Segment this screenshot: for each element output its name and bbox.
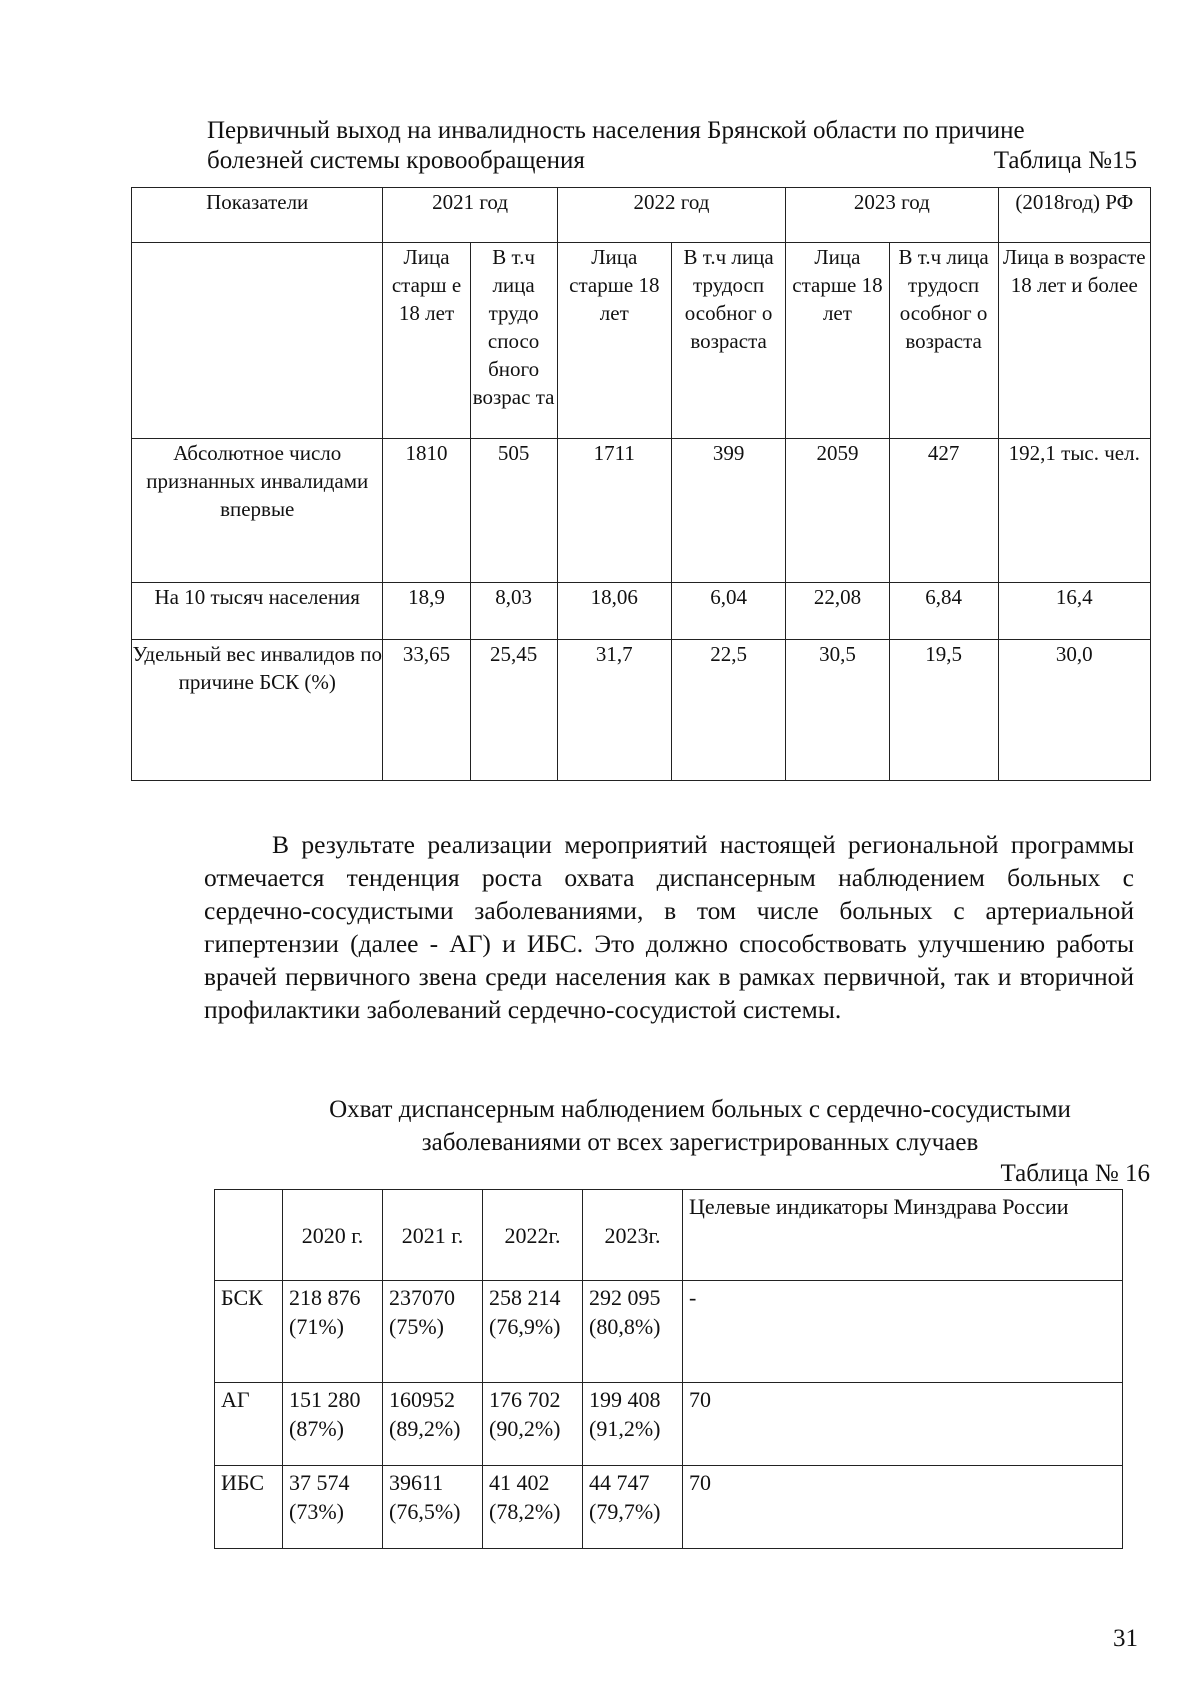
header-indicators: Показатели — [132, 188, 383, 243]
page-number: 31 — [1113, 1625, 1138, 1652]
header-2023: 2023г. — [583, 1190, 683, 1281]
cell: 22,08 — [786, 583, 889, 640]
cell: 1810 — [383, 439, 470, 583]
header-target: Целевые индикаторы Минздрава России — [683, 1190, 1123, 1281]
cell: 44 747 (79,7%) — [583, 1466, 683, 1549]
table-row — [132, 640, 1151, 781]
subheader-2023-working: В т.ч лица трудосп особног о возраста — [889, 243, 998, 439]
subheader-2021-adults: Лица старш е 18 лет — [383, 243, 470, 439]
header-rf: (2018год) РФ — [998, 188, 1150, 243]
cell: 505 — [470, 439, 557, 583]
cell: 18,9 — [383, 583, 470, 640]
cell: 160952 (89,2%) — [383, 1383, 483, 1466]
cell: 31,7 — [557, 640, 671, 781]
cell: 176 702 (90,2%) — [483, 1383, 583, 1466]
cell: 1711 — [557, 439, 671, 583]
cell: 41 402 (78,2%) — [483, 1466, 583, 1549]
row-label: Абсолютное число признанных инвалидами впервые — [132, 439, 383, 583]
cell: 30,5 — [786, 640, 889, 781]
table-row — [215, 1281, 1123, 1383]
cell: 39611 (76,5%) — [383, 1466, 483, 1549]
header-2021: 2021 г. — [383, 1190, 483, 1281]
cell: 399 — [671, 439, 785, 583]
header-2020: 2020 г. — [283, 1190, 383, 1281]
cell: 70 — [683, 1466, 1123, 1549]
cell: 6,84 — [889, 583, 998, 640]
table-row — [215, 1383, 1123, 1466]
table15-subheader-row — [132, 243, 1151, 439]
table-row — [132, 583, 1151, 640]
row-label: Удельный вес инвалидов по причине БСК (%) — [132, 640, 383, 781]
header-2023: 2023 год — [786, 188, 998, 243]
table15 — [131, 187, 1151, 781]
row-label: БСК — [215, 1281, 283, 1383]
cell: 237070 (75%) — [383, 1281, 483, 1383]
cell: 70 — [683, 1383, 1123, 1466]
cell: 33,65 — [383, 640, 470, 781]
cell: 16,4 — [998, 583, 1150, 640]
subheader-2022-working: В т.ч лица трудосп особног о возраста — [671, 243, 785, 439]
row-label: АГ — [215, 1383, 283, 1466]
cell: 292 095 (80,8%) — [583, 1281, 683, 1383]
cell: - — [683, 1281, 1123, 1383]
table16-label: Таблица № 16 — [1000, 1160, 1150, 1187]
row-label: На 10 тысяч населения — [132, 583, 383, 640]
header-empty — [215, 1190, 283, 1281]
table15-caption — [207, 116, 1137, 176]
table15-title-line2: болезней системы кровообращения — [207, 147, 585, 174]
cell: 37 574 (73%) — [283, 1466, 383, 1549]
cell: 30,0 — [998, 640, 1150, 781]
cell: 151 280 (87%) — [283, 1383, 383, 1466]
subheader-rf: Лица в возрасте 18 лет и более — [998, 243, 1150, 439]
cell: 19,5 — [889, 640, 998, 781]
body-paragraph — [204, 828, 1134, 1026]
table16-caption — [250, 1093, 1150, 1159]
cell: 258 214 (76,9%) — [483, 1281, 583, 1383]
row-label: ИБС — [215, 1466, 283, 1549]
paragraph-text: В результате реализации мероприятий настоящей региональной программы отмечается тенденция роста охвата диспансерным наблюдением больных с сердечно-сосудистыми заболеваниями, в том числе больных с артериальной гипертензии (далее - АГ) и ИБС. Это должно способствовать улучшению работы врачей первичного звена среди населения как в рамках первичной, так и вторичной профилактики заболеваний сердечно-сосудистой системы. — [204, 830, 1134, 1024]
table16-title-line1: Охват диспансерным наблюдением больных с сердечно-сосудистыми — [329, 1096, 1071, 1123]
cell: 192,1 тыс. чел. — [998, 439, 1150, 583]
table15-title-line1: Первичный выход на инвалидность населения Брянской области по причине — [207, 117, 1025, 144]
cell: 218 876 (71%) — [283, 1281, 383, 1383]
cell: 427 — [889, 439, 998, 583]
subheader-2023-adults: Лица старше 18 лет — [786, 243, 889, 439]
table-row — [132, 439, 1151, 583]
cell: 8,03 — [470, 583, 557, 640]
header-2022: 2022 год — [557, 188, 786, 243]
subheader-empty — [132, 243, 383, 439]
table-row — [215, 1466, 1123, 1549]
cell: 25,45 — [470, 640, 557, 781]
cell: 22,5 — [671, 640, 785, 781]
table16-header-row — [215, 1190, 1123, 1281]
table15-label: Таблица №15 — [993, 147, 1137, 174]
header-2022: 2022г. — [483, 1190, 583, 1281]
table15-header-row — [132, 188, 1151, 243]
cell: 199 408 (91,2%) — [583, 1383, 683, 1466]
header-2021: 2021 год — [383, 188, 557, 243]
cell: 2059 — [786, 439, 889, 583]
table16 — [214, 1189, 1123, 1549]
table16-title-line2: заболеваниями от всех зарегистрированных случаев — [421, 1129, 979, 1156]
cell: 6,04 — [671, 583, 785, 640]
cell: 18,06 — [557, 583, 671, 640]
subheader-2022-adults: Лица старше 18 лет — [557, 243, 671, 439]
subheader-2021-working: В т.ч лица трудо спосо бного возрас та — [470, 243, 557, 439]
